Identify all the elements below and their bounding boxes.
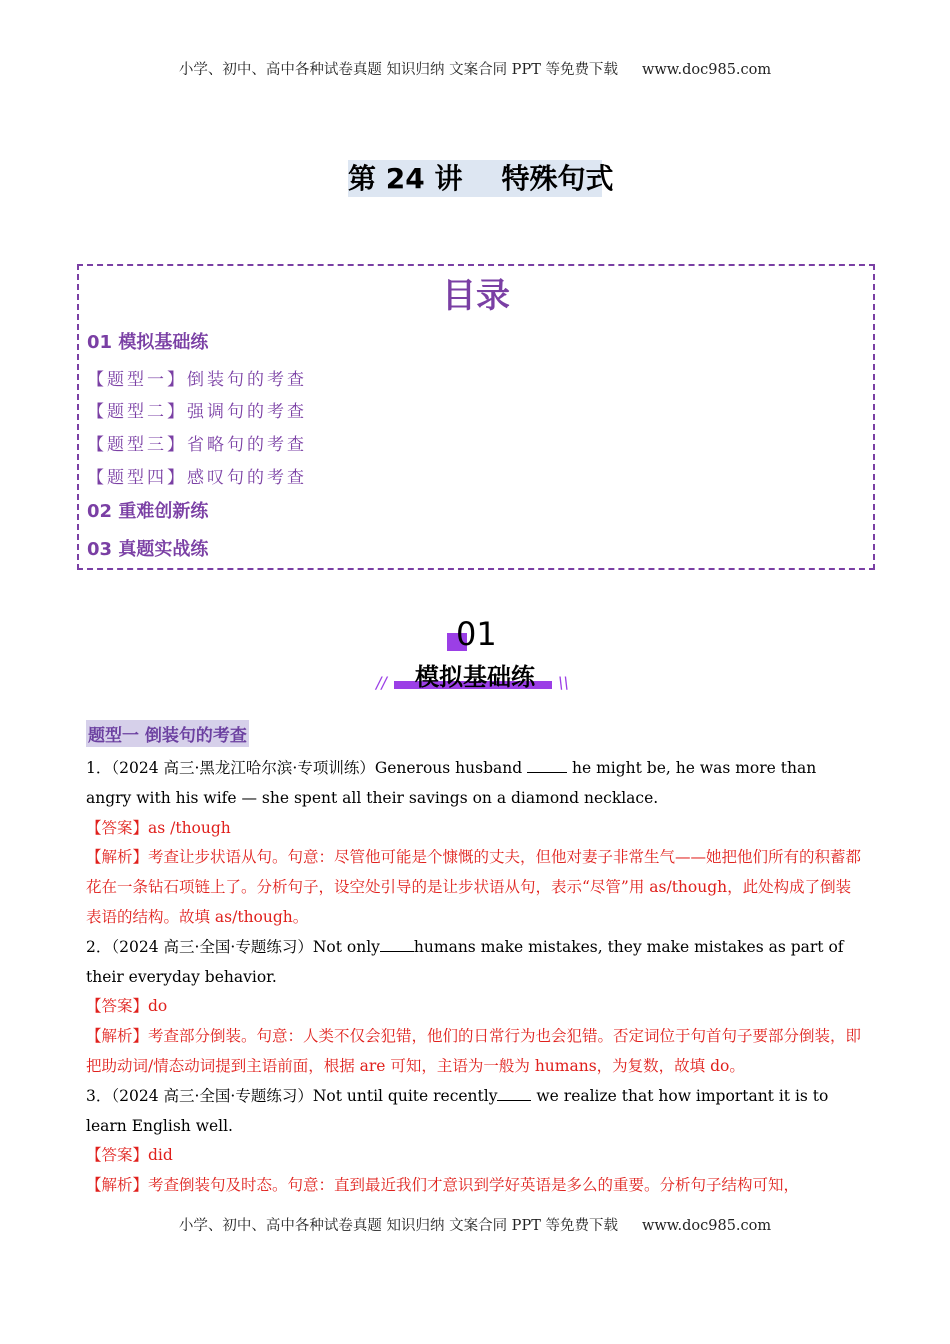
table-of-contents: [77, 264, 875, 570]
stem-text: 3．（2024 高三·全国·专题练习）Not until quite recently: [86, 1086, 498, 1105]
analysis: 【解析】考查部分倒装。句意：人类不仅会犯错，他们的日常行为也会犯错。否定词位于句首句子要部分倒装，即把助动词/情态动词提到主语前面，根据 are 可知，主语为一般为 humans，为复数，故填 do。: [86, 1027, 862, 1075]
stem-text: he might be, he was more than angry with his wife — she spent all their savings on a diamond necklace.: [86, 759, 817, 807]
analysis: 【解析】考查让步状语从句。句意：尽管他可能是个慷慨的丈夫，但他对妻子非常生气——她把他们所有的积蓄都花在一条钻石项链上了。分析句子，设空处引导的是让步状语从句，表示“尽管”用 as/though，此处构成了倒装表语的结构。故填 as/though。: [86, 848, 862, 926]
stem-text: humans make mistakes, they make mistakes as part of their everyday behavior.: [86, 937, 844, 986]
analysis: 【解析】考查倒装句及时态。句意：直到最近我们才意识到学好英语是多么的重要。分析句子结构可知，: [86, 1176, 800, 1195]
section-badge: [370, 615, 580, 695]
slash-decoration-icon: \\: [558, 673, 569, 692]
stem-text: 2．（2024 高三·全国·专题练习）Not only: [86, 937, 380, 956]
section-number: 01: [456, 615, 497, 653]
stem-text: 1．（2024 高三·黑龙江哈尔滨·专项训练）Generous husband: [86, 759, 528, 777]
footer-text: 小学、初中、高中各种试卷真题 知识归纳 文案合同 PPT 等免费下载: [178, 1218, 618, 1234]
toc-subsection[interactable]: 【题型四】感叹句的考查: [87, 468, 307, 488]
slash-decoration-icon: //: [376, 673, 387, 692]
toc-subsection[interactable]: 【题型一】倒装句的考查: [87, 370, 307, 390]
question-stem: [86, 1082, 866, 1142]
header-url[interactable]: www.doc985.com: [641, 62, 772, 78]
footer-url[interactable]: www.doc985.com: [641, 1218, 772, 1234]
answer-blank: [380, 951, 414, 952]
questions: [86, 754, 866, 1201]
answer: 【答案】did: [86, 1146, 173, 1165]
toc-subsection[interactable]: 【题型二】强调句的考查: [87, 402, 307, 422]
question-stem: [86, 754, 866, 814]
toc-section[interactable]: 03 真题实战练: [87, 539, 209, 560]
toc-section[interactable]: 01 模拟基础练: [87, 332, 209, 353]
answer-blank: [497, 1100, 531, 1101]
toc-subsection[interactable]: 【题型三】省略句的考查: [87, 435, 307, 455]
question-type-heading: 题型一 倒装句的考查: [86, 720, 249, 747]
answer: 【答案】as /though: [86, 818, 231, 837]
section-label: 模拟基础练: [415, 663, 535, 691]
stem-text: we realize that how important it is to learn English well.: [86, 1086, 829, 1135]
page-footer: [0, 1214, 950, 1235]
page-title: 第 24 讲 特殊句式: [348, 162, 614, 195]
page-header: [0, 58, 950, 79]
question-stem: [86, 933, 866, 993]
toc-section[interactable]: 02 重难创新练: [87, 501, 209, 522]
answer: 【答案】do: [86, 997, 168, 1016]
header-text: 小学、初中、高中各种试卷真题 知识归纳 文案合同 PPT 等免费下载: [178, 62, 618, 78]
toc-heading: 目录: [442, 276, 510, 316]
answer-blank: [527, 772, 567, 773]
